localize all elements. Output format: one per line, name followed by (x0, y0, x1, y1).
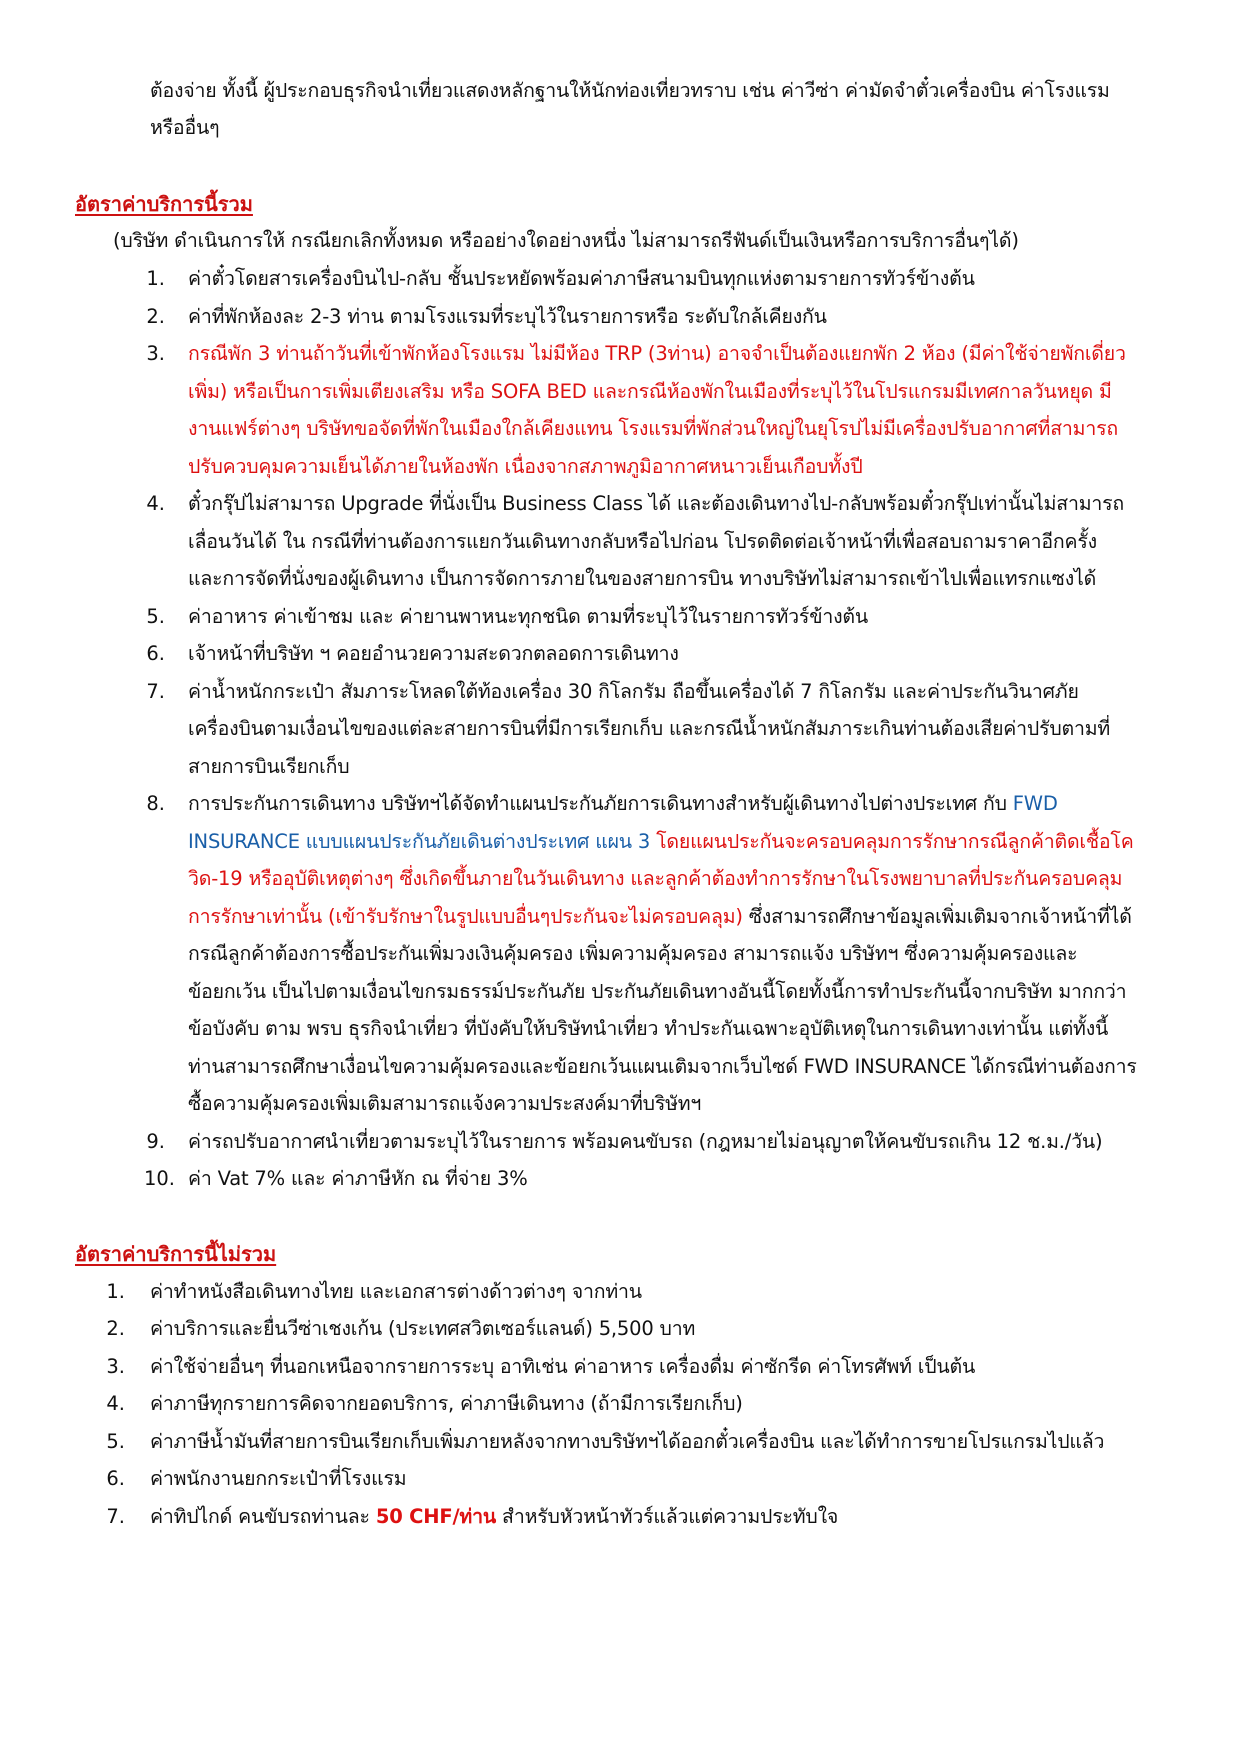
insurance-line-9: ซื้อความคุ้มครองเพิ่มเติมสามารถแจ้งความประสงค์มาที่บริษัทฯ (188, 1092, 702, 1115)
included-item-number: 8. (146, 792, 165, 815)
excluded-item-text: ค่าใช้จ่ายอื่นๆ ที่นอกเหนือจากรายการระบุ อาทิเช่น ค่าอาหาร เครื่องดื่ม ค่าซักรีด ค่าโทรศัพท์ เป็นต้น (150, 1355, 976, 1378)
included-item-text-red: กรณีพัก 3 ท่านถ้าวันที่เข้าพักห้องโรงแรม ไม่มีห้อง TRP (3ท่าน) อาจจำเป็นต้องแยกพัก 2 ห้อง (มีค่าใช้จ่ายพักเดี่ยว (188, 342, 1126, 365)
insurance-line-2 (188, 827, 1134, 857)
included-item-number: 10. (143, 1167, 175, 1190)
included-item-text: ตั๋วกรุ๊ปไม่สามารถ Upgrade ที่นั่งเป็น Business Class ได้ และต้องเดินทางไป-กลับพร้อมตั๋วกรุ๊ปเท่านั้นไม่สามารถ (188, 492, 1124, 515)
excluded-item-number: 2. (106, 1317, 125, 1340)
tip-amount: 50 CHF/ท่าน (375, 1505, 496, 1528)
included-item-number: 7. (146, 680, 165, 703)
intro-line-2: หรืออื่นๆ (150, 116, 220, 139)
included-item-number: 1. (146, 267, 165, 290)
insurance-brand: FWD (1012, 792, 1058, 815)
intro-line-1: ต้องจ่าย ทั้งนี้ ผู้ประกอบธุรกิจนำเที่ยวแสดงหลักฐานให้นักท่องเที่ยวทราบ เช่น ค่าวีซ่า ค่ามัดจำตั๋วเครื่องบิน ค่าโรงแรม (150, 79, 1110, 102)
included-item-text-red: งานแฟร์ต่างๆ บริษัทขอจัดที่พักในเมืองใกล้เคียงแทน โรงแรมที่พักส่วนใหญ่ในยุโรปไม่มีเครื่องปรับอากาศที่สามารถ (188, 417, 1118, 440)
included-item-text-red: ปรับควบคุมความเย็นได้ภายในห้องพัก เนื่องจากสภาพภูมิอากาศหนาวเย็นเกือบทั้งปี (188, 455, 863, 478)
insurance-coverage-red: โดยแผนประกันจะครอบคลุมการรักษากรณีลูกค้าติดเชื้อโค (656, 830, 1134, 853)
excluded-item-number: 3. (106, 1355, 125, 1378)
included-item-text: ค่ารถปรับอากาศนำเที่ยวตามระบุไว้ในรายการ พร้อมคนขับรถ (กฎหมายไม่อนุญาตให้คนขับรถเกิน 12 ช.ม./วัน) (188, 1130, 1103, 1153)
excluded-item-text: ค่าพนักงานยกกระเป๋าที่โรงแรม (150, 1467, 407, 1490)
excluded-item-text: ค่าภาษีน้ำมันที่สายการบินเรียกเก็บเพิ่มภายหลังจากทางบริษัทฯได้ออกตั๋วเครื่องบิน และได้ทำการขายโปรแกรมไปแล้ว (150, 1430, 1105, 1453)
included-heading: อัตราค่าบริการนี้รวม (75, 192, 253, 216)
excluded-item-text: ค่าทำหนังสือเดินทางไทย และเอกสารต่างด้าวต่างๆ จากท่าน (150, 1280, 642, 1303)
insurance-line-5: กรณีลูกค้าต้องการซื้อประกันเพิ่มวงเงินคุ้มครอง เพิ่มความคุ้มครอง สามารถแจ้ง บริษัทฯ ซึ่งความคุ้มครองและ (188, 942, 1078, 965)
excluded-item-text (150, 1502, 838, 1532)
included-item-text: ค่าน้ำหนักกระเป๋า สัมภาระโหลดใต้ท้องเครื่อง 30 กิโลกรัม ถือขึ้นเครื่องได้ 7 กิโลกรัม และค่าประกันวินาศภัย (188, 680, 1079, 703)
included-item-number: 9. (146, 1130, 165, 1153)
insurance-line-6: ข้อยกเว้น เป็นไปตามเงื่อนไขกรมธรรม์ประกันภัย ประกันภัยเดินทางอันนี้โดยทั้งนี้การทำประกันนี้จากบริษัท มากกว่า (188, 980, 1127, 1003)
insurance-line-7: ข้อบังคับ ตาม พรบ ธุรกิจนำเที่ยว ที่บังคับให้บริษัทนำเที่ยว ทำประกันเฉพาะอุบัติเหตุในการเดินทางเท่านั้น แต่ทั้งนี้ (188, 1017, 1109, 1040)
included-item-text: สายการบินเรียกเก็บ (188, 755, 350, 778)
included-item-text: เครื่องบินตามเงื่อนไขของแต่ละสายการบินที่มีการเรียกเก็บ และกรณีน้ำหนักสัมภาระเกินท่านต้องเสียค่าปรับตามที่ (188, 717, 1111, 740)
insurance-line-3: วิด-19 หรืออุบัติเหตุต่างๆ ซึ่งเกิดขึ้นภายในวันเดินทาง และลูกค้าต้องทำการรักษาในโรงพยาบาลที่ประกันครอบคลุม (188, 867, 1123, 890)
excluded-item-number: 4. (106, 1392, 125, 1415)
included-item-number: 6. (146, 642, 165, 665)
excluded-item-text: ค่าบริการและยื่นวีซ่าเชงเก้น (ประเทศสวิตเซอร์แลนด์) 5,500 บาท (150, 1317, 696, 1340)
insurance-line-1 (188, 789, 1058, 819)
excluded-item-number: 7. (106, 1505, 125, 1528)
included-item-number: 4. (146, 492, 165, 515)
excluded-item-number: 1. (106, 1280, 125, 1303)
included-note: (บริษัท ดำเนินการให้ กรณียกเลิกทั้งหมด หรืออย่างใดอย่างหนึ่ง ไม่สามารถรีฟันด์เป็นเงินหรือการบริการอื่นๆได้) (113, 229, 1019, 252)
insurance-plan: INSURANCE แบบแผนประกันภัยเดินต่างประเทศ แผน 3 (188, 830, 657, 853)
included-item-text: ค่าตั๋วโดยสารเครื่องบินไป-กลับ ชั้นประหยัดพร้อมค่าภาษีสนามบินทุกแห่งตามรายการทัวร์ข้างต้น (188, 267, 975, 290)
included-item-number: 3. (146, 342, 165, 365)
included-item-text: ค่าอาหาร ค่าเข้าชม และ ค่ายานพาหนะทุกชนิด ตามที่ระบุไว้ในรายการทัวร์ข้างต้น (188, 605, 869, 628)
excluded-heading: อัตราค่าบริการนี้ไม่รวม (75, 1242, 277, 1266)
included-item-text: และการจัดที่นั่งของผู้เดินทาง เป็นการจัดการภายในของสายการบิน ทางบริษัทไม่สามารถเข้าไปเพื่อแทรกแซงได้ (188, 567, 1097, 590)
insurance-line-4 (188, 902, 1132, 932)
included-item-text-red: เพิ่ม) หรือเป็นการเพิ่มเตียงเสริม หรือ SOFA BED และกรณีห้องพักในเมืองที่ระบุไว้ในโปรแกรมมีเทศกาลวันหยุด มี (188, 380, 1112, 403)
tip-text: ค่าทิปไกด์ คนขับรถท่านละ (150, 1505, 376, 1528)
included-item-text: ค่า Vat 7% และ ค่าภาษีหัก ณ ที่จ่าย 3% (188, 1167, 528, 1190)
insurance-text: การประกันการเดินทาง บริษัทฯได้จัดทำแผนประกันภัยการเดินทางสำหรับผู้เดินทางไปต่างประเทศ กับ (188, 792, 1013, 815)
insurance-line-8: ท่านสามารถศึกษาเงื่อนไขความคุ้มครองและข้อยกเว้นแผนเติมจากเว็บไซด์ FWD INSURANCE ได้กรณีท่านต้องการ (188, 1055, 1137, 1078)
excluded-item-number: 6. (106, 1467, 125, 1490)
insurance-text: ซึ่งสามารถศึกษาข้อมูลเพิ่มเติมจากเจ้าหน้าที่ได้ (742, 905, 1132, 928)
included-item-text: เจ้าหน้าที่บริษัท ฯ คอยอำนวยความสะดวกตลอดการเดินทาง (188, 642, 679, 665)
included-item-text: เลื่อนวันได้ ใน กรณีที่ท่านต้องการแยกวันเดินทางกลับหรือไปก่อน โปรดติดต่อเจ้าหน้าที่เพื่อสอบถามราคาอีกครั้ง (188, 530, 1097, 553)
included-item-number: 2. (146, 305, 165, 328)
included-item-text: ค่าที่พักห้องละ 2-3 ท่าน ตามโรงแรมที่ระบุไว้ในรายการหรือ ระดับใกล้เคียงกัน (188, 305, 827, 328)
excluded-item-number: 5. (106, 1430, 125, 1453)
excluded-item-text: ค่าภาษีทุกรายการคิดจากยอดบริการ, ค่าภาษีเดินทาง (ถ้ามีการเรียกเก็บ) (150, 1392, 743, 1415)
insurance-coverage-red: การรักษาเท่านั้น (เข้ารับรักษาในรูปแบบอื่นๆประกันจะไม่ครอบคลุม) (188, 905, 743, 928)
included-item-number: 5. (146, 605, 165, 628)
tip-text: สำหรับหัวหน้าทัวร์แล้วแต่ความประทับใจ (495, 1505, 839, 1528)
